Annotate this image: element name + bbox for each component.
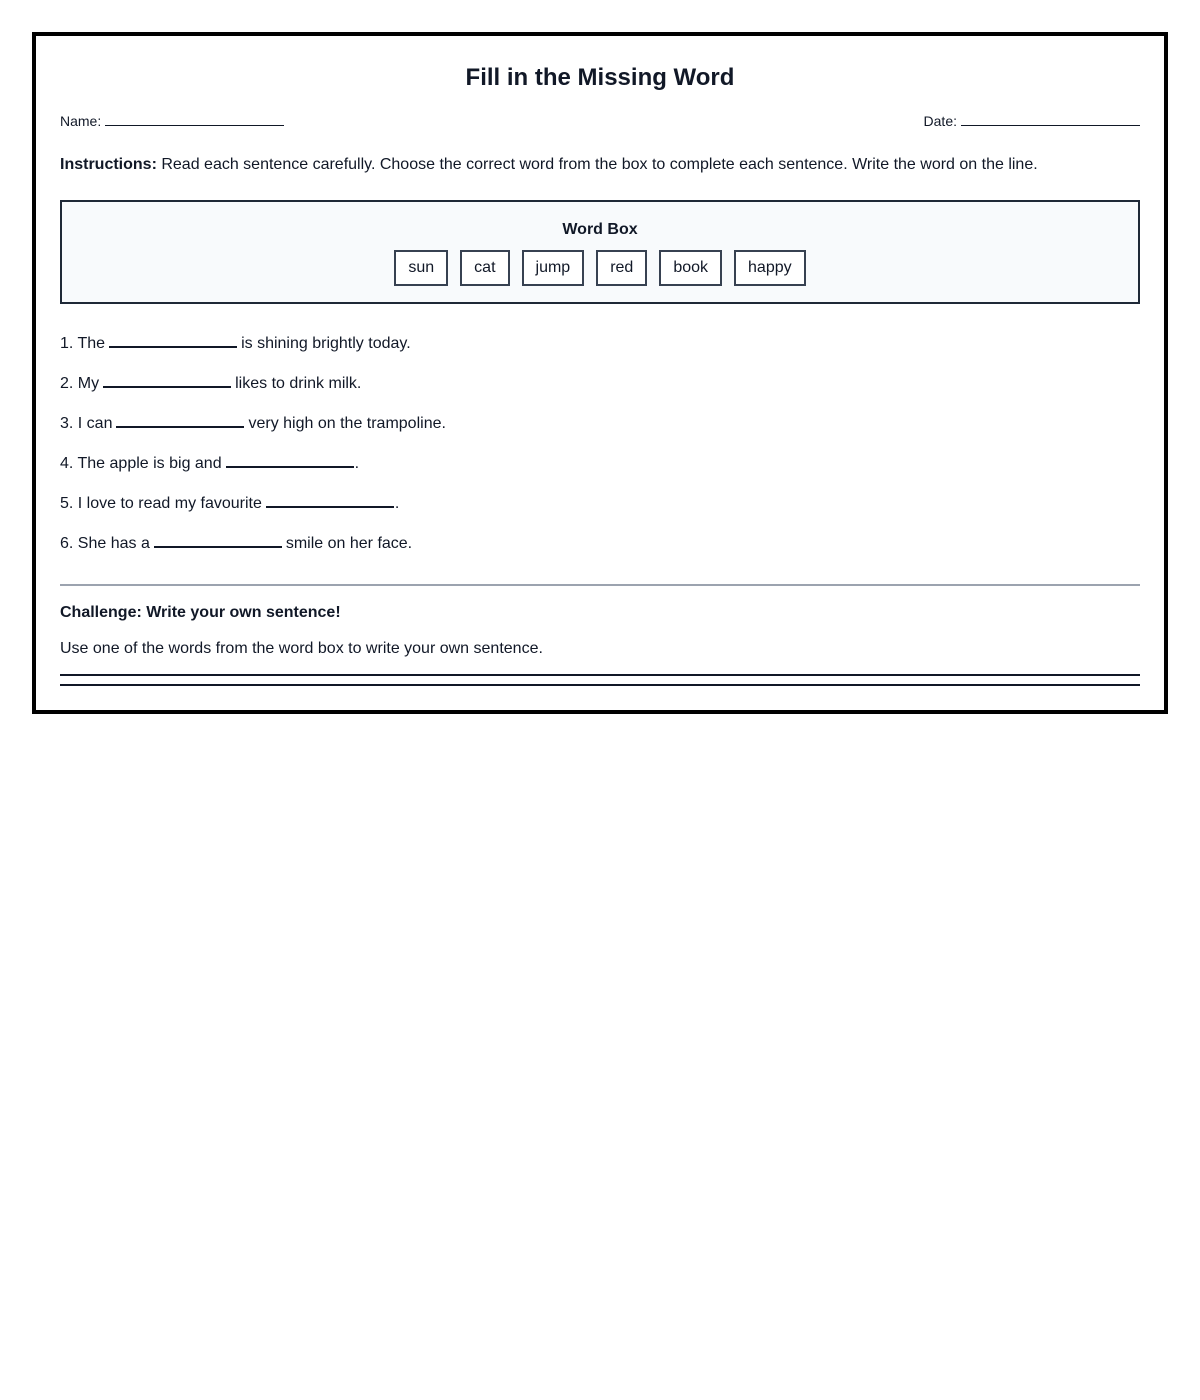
question-list — [60, 330, 446, 570]
question-text-before: 4. The apple is big and — [60, 455, 222, 472]
question-text-after: . — [354, 455, 360, 472]
question-item — [60, 450, 446, 490]
question-text-after: smile on her face. — [285, 535, 413, 552]
question-item — [60, 370, 446, 410]
student-info-row — [60, 111, 1140, 131]
question-item — [60, 410, 446, 450]
instructions — [60, 154, 1140, 176]
question-text-after: very high on the trampoline. — [248, 415, 446, 432]
challenge-instructions: Use one of the words from the word box to write your own sentence. — [60, 640, 543, 657]
date-field — [924, 111, 1140, 131]
answer-blank[interactable] — [226, 450, 354, 468]
name-write-line[interactable] — [105, 111, 284, 126]
question-item — [60, 490, 446, 530]
question-text-after: is shining brightly today. — [241, 335, 411, 352]
challenge-title: Challenge: Write your own sentence! — [60, 604, 341, 621]
sentence-write-line[interactable] — [60, 684, 1140, 686]
worksheet-title: Fill in the Missing Word — [465, 64, 735, 91]
word-chip: red — [596, 250, 647, 286]
word-list — [62, 250, 1138, 286]
word-box-title: Word Box — [562, 221, 638, 238]
date-write-line[interactable] — [961, 111, 1140, 126]
word-chip: sun — [394, 250, 448, 286]
sentence-write-line[interactable] — [60, 674, 1140, 676]
date-label: Date: — [923, 113, 957, 129]
answer-blank[interactable] — [103, 370, 231, 388]
question-text-before: 3. I can — [60, 415, 113, 432]
instructions-label: Instructions: — [60, 156, 157, 173]
instructions-text: Read each sentence carefully. Choose the correct word from the box to complete each sentence. Write the word on the line. — [161, 156, 1038, 173]
question-text-before: 1. The — [60, 335, 106, 352]
name-field — [60, 111, 284, 131]
answer-blank[interactable] — [154, 530, 282, 548]
worksheet-page — [32, 32, 1168, 714]
word-chip: cat — [460, 250, 509, 286]
question-text-after: likes to drink milk. — [235, 375, 362, 392]
word-chip: book — [659, 250, 722, 286]
word-chip: jump — [522, 250, 585, 286]
question-text-before: 5. I love to read my favourite — [60, 495, 262, 512]
question-text-after: . — [394, 495, 400, 512]
answer-blank[interactable] — [116, 410, 244, 428]
word-box — [60, 200, 1140, 304]
question-item — [60, 330, 446, 370]
name-label: Name: — [60, 113, 102, 129]
word-chip: happy — [734, 250, 806, 286]
section-divider — [60, 584, 1140, 586]
question-text-before: 2. My — [60, 375, 100, 392]
answer-blank[interactable] — [266, 490, 394, 508]
question-text-before: 6. She has a — [60, 535, 150, 552]
answer-blank[interactable] — [109, 330, 237, 348]
question-item — [60, 530, 446, 570]
